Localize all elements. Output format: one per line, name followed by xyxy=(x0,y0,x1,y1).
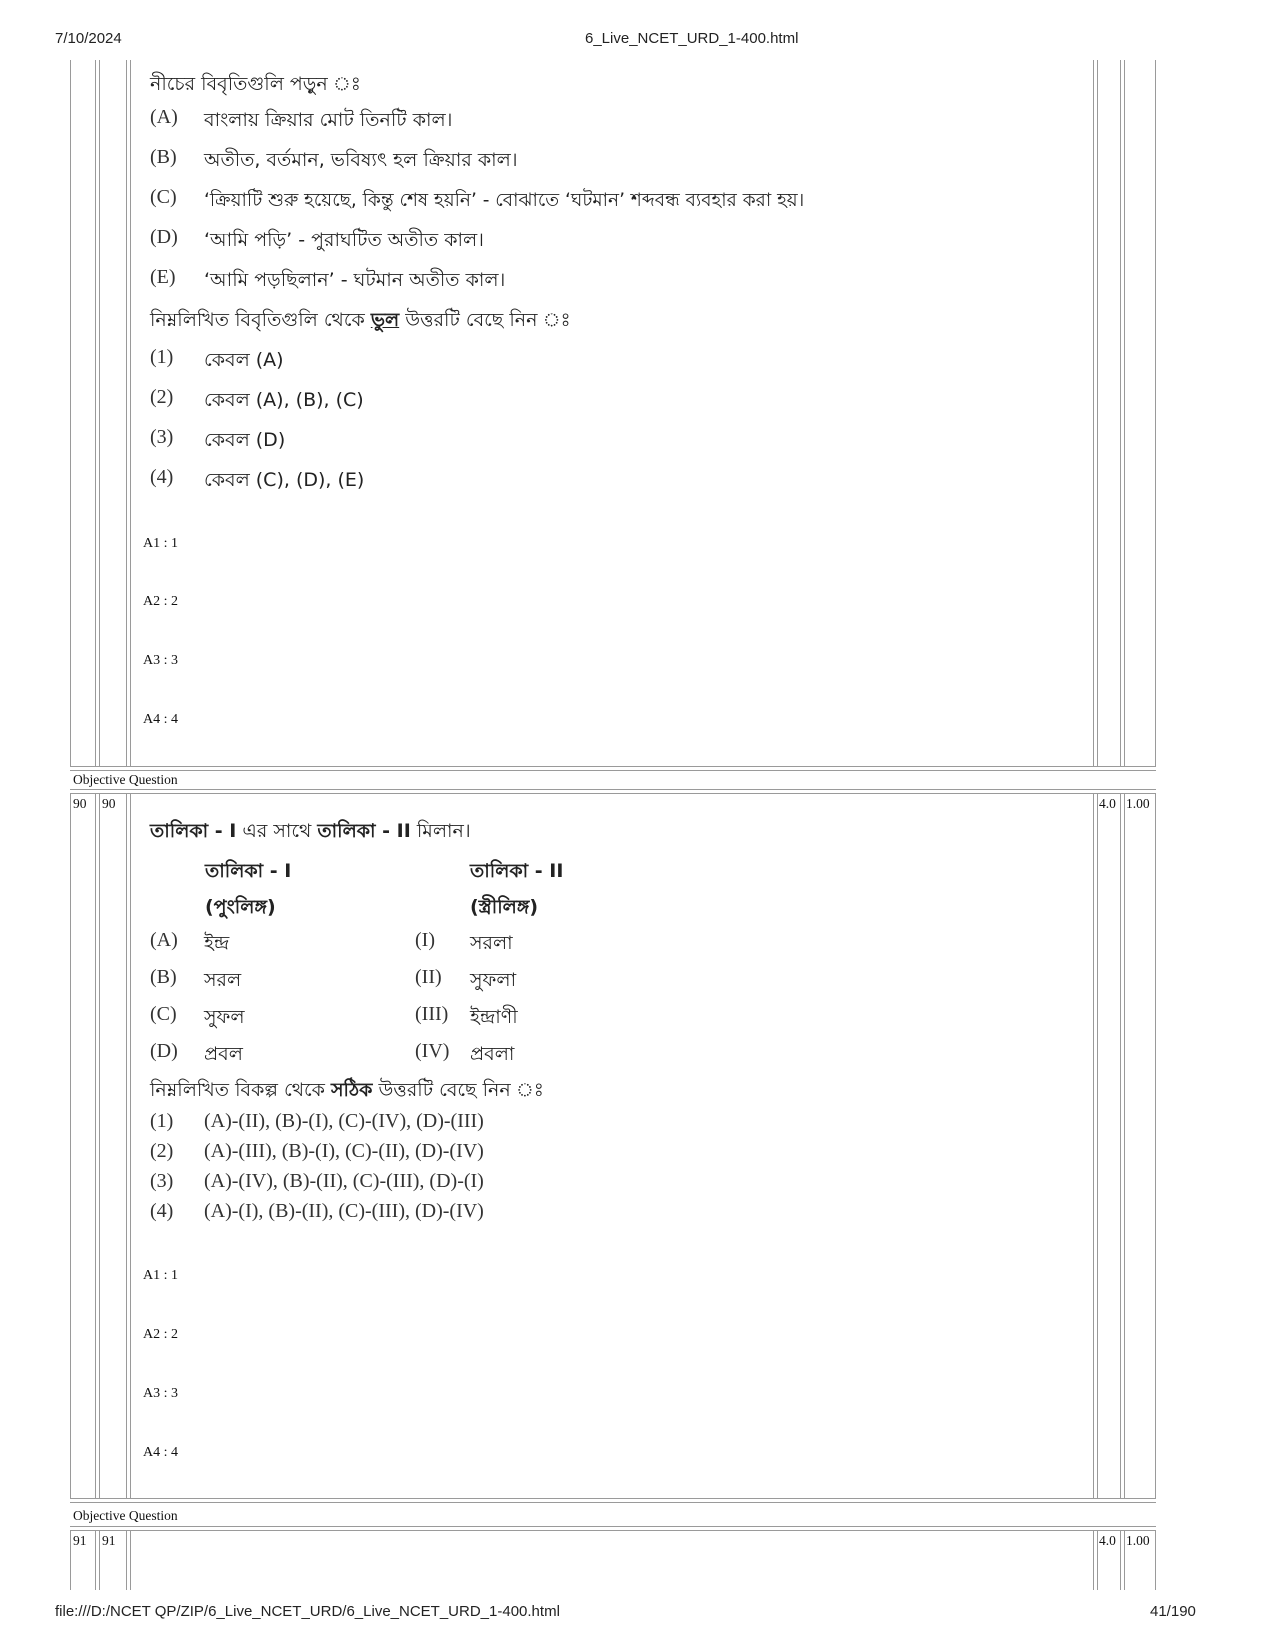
question-marks: 4.0 xyxy=(1099,796,1116,811)
answer-option: A2 : 2 xyxy=(143,594,178,609)
answer-option: A2 : 2 xyxy=(143,1327,178,1342)
section-label: Objective Question xyxy=(73,1508,178,1523)
option-row: (1) (A)-(II), (B)-(I), (C)-(IV), (D)-(III) xyxy=(150,1110,484,1132)
match-row: (C) সুফল (III) ইন্দ্রাণী xyxy=(150,1003,518,1028)
answer-option: A4 : 4 xyxy=(143,712,178,727)
answer-option: A4 : 4 xyxy=(143,1445,178,1460)
option-row: (2) (A)-(III), (B)-(I), (C)-(II), (D)-(IV) xyxy=(150,1140,484,1162)
negative-marks: 1.00 xyxy=(1126,796,1150,811)
answer-option: A3 : 3 xyxy=(143,653,178,668)
question-intro: তালিকা - I এর সাথে তালিকা - II মিলান। xyxy=(150,820,471,842)
answer-option: A1 : 1 xyxy=(143,536,178,551)
list-2-subheading: (স্ত্রীলিঙ্গ) xyxy=(470,896,539,918)
option-row: (3) কেবল (D) xyxy=(150,426,286,451)
question-serial: 90 xyxy=(73,796,87,811)
list-1-heading: তালিকা - I xyxy=(205,860,292,882)
statement-row: (C) ‘ক্রিয়াটি শুরু হয়েছে, কিন্তু শেষ হয়নি’ - বোঝাতে ‘ঘটমান’ শব্দবন্ধ ব্যবহার করা হয়। xyxy=(150,186,805,211)
print-date: 7/10/2024 xyxy=(55,30,122,47)
question-id: 91 xyxy=(102,1533,116,1548)
answer-option: A3 : 3 xyxy=(143,1386,178,1401)
match-row: (A) ইন্দ্র (I) সরলা xyxy=(150,929,513,954)
question-marks: 4.0 xyxy=(1099,1533,1116,1548)
statement-row: (D) ‘আমি পড়ি’ - পুরাঘটিত অতীত কাল। xyxy=(150,226,484,251)
option-row: (1) কেবল (A) xyxy=(150,346,284,371)
question-prompt: নিম্নলিখিত বিবৃতিগুলি থেকে ভুল উত্তরটি বেছে নিন ঃ xyxy=(150,309,571,331)
document-title: 6_Live_NCET_URD_1-400.html xyxy=(585,30,799,47)
list-1-subheading: (পুংলিঙ্গ) xyxy=(205,896,276,918)
option-row: (4) কেবল (C), (D), (E) xyxy=(150,466,365,491)
option-row: (4) (A)-(I), (B)-(II), (C)-(III), (D)-(IV) xyxy=(150,1200,484,1222)
page-number: 41/190 xyxy=(1150,1603,1196,1620)
match-row: (D) প্রবল (IV) প্রবলা xyxy=(150,1040,515,1065)
file-path: file:///D:/NCET QP/ZIP/6_Live_NCET_URD/6_Live_NCET_URD_1-400.html xyxy=(55,1603,560,1620)
section-label: Objective Question xyxy=(73,772,178,787)
answer-option: A1 : 1 xyxy=(143,1268,178,1283)
question-intro: নীচের বিবৃতিগুলি পড়ুন ঃ xyxy=(150,73,361,95)
question-prompt: নিম্নলিখিত বিকল্প থেকে সঠিক উত্তরটি বেছে নিন ঃ xyxy=(150,1079,544,1101)
list-2-heading: তালিকা - II xyxy=(470,860,564,882)
question-serial: 91 xyxy=(73,1533,87,1548)
option-row: (2) কেবল (A), (B), (C) xyxy=(150,386,364,411)
statement-row: (A) বাংলায় ক্রিয়ার মোট তিনটি কাল। xyxy=(150,106,453,131)
negative-marks: 1.00 xyxy=(1126,1533,1150,1548)
question-id: 90 xyxy=(102,796,116,811)
statement-row: (E) ‘আমি পড়ছিলান’ - ঘটমান অতীত কাল। xyxy=(150,266,506,291)
statement-row: (B) অতীত, বর্তমান, ভবিষ্যৎ হল ক্রিয়ার কাল। xyxy=(150,146,518,171)
match-row: (B) সরল (II) সুফলা xyxy=(150,966,517,991)
option-row: (3) (A)-(IV), (B)-(II), (C)-(III), (D)-(I) xyxy=(150,1170,484,1192)
